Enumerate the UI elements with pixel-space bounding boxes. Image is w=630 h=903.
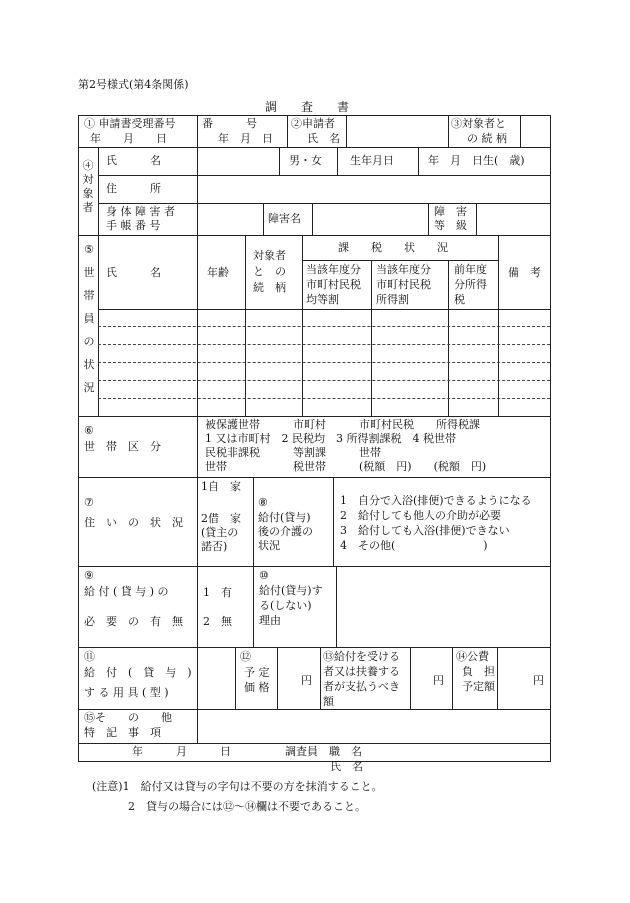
necessity-no-option: 2 無 [203, 615, 232, 628]
self-burden-label-2: 者又は扶養する [323, 665, 400, 678]
handbook-label: 身 体 障 害 者 [106, 205, 175, 218]
care-status-number: ⑧ [258, 496, 268, 509]
note-1: (注意)1 給付又は貸与の字句は不要の方を抹消すること。 [92, 780, 383, 793]
reason-label-2: る(しない) [259, 599, 312, 612]
housing-own-option: 1自 家 [201, 480, 241, 493]
necessity-label-2: 必 要 の 有 無 [84, 615, 183, 628]
care-option-1: 1 自分で入浴(排便)できるようになる [340, 494, 532, 507]
public-burden-label-2: 負 担 [462, 665, 495, 678]
housing-rent-option: 2借 家 [201, 512, 241, 525]
care-option-3: 3 給付しても入浴(排便)できない [340, 524, 510, 537]
tax-status-header: 課 税 状 況 [338, 241, 448, 254]
self-burden-label-4: 額 [323, 695, 334, 708]
handbook-number-label: 手 帳 番 号 [106, 219, 161, 232]
special-notes-label: ⑮そ の 他 [84, 711, 172, 724]
relationship-header-2: と の [253, 265, 286, 278]
age-header: 年齢 [207, 266, 229, 279]
public-burden-yen-unit: 円 [533, 674, 544, 687]
disability-grade-label-2: 等 級 [434, 219, 467, 232]
prev-income-tax-header-3: 税 [454, 293, 465, 306]
disability-name-label: 障害名 [268, 212, 301, 225]
care-status-label-2: 後の介護の [258, 525, 313, 538]
relationship-header: 対象者 [253, 249, 286, 262]
prev-income-tax-header: 前年度 [454, 263, 487, 276]
housing-rent-note-2: 諾否) [201, 540, 228, 553]
care-status-label-3: 状況 [258, 539, 280, 552]
examiner-title-label: 調査員 職 名 [285, 745, 362, 758]
member-name-header: 氏 名 [106, 266, 161, 279]
reason-label: 給付(貸与)す [259, 584, 323, 597]
relationship-header-3: 続 柄 [253, 281, 286, 294]
price-label: 予 定 [244, 666, 270, 679]
necessity-yes-option: 1 有 [203, 586, 232, 599]
category-option-line-4: 世帯 税世帯 (税額 円) (税額 円) [205, 460, 487, 473]
reason-number: ⑩ [259, 569, 269, 582]
equipment-number: ⑪ [84, 650, 95, 663]
sex-label: 男・女 [289, 154, 322, 167]
examiner-name-label: 氏 名 [330, 760, 363, 773]
number-field-label: 番 号 [202, 117, 257, 130]
necessity-number: ⑨ [84, 569, 94, 582]
category-option-line-2: 1 又は市町村 2 民税均 3 所得割課税 4 税世帯 [205, 432, 456, 445]
care-option-4: 4 その他( ) [340, 539, 488, 552]
birthdate-label: 生年月日 [350, 154, 394, 167]
category-option-line-3: 民税非課税 等割課 世帯 [205, 446, 381, 459]
address-label: 住 所 [106, 182, 161, 195]
tax-income-header: 当該年度分 [376, 263, 431, 276]
self-burden-yen-unit: 円 [433, 674, 444, 687]
equipment-label: 給 付 ( 貸 与 ) [84, 666, 192, 679]
remarks-header: 備 考 [508, 266, 541, 279]
target-name-label: 氏 名 [106, 154, 161, 167]
date-field-label: 年 月 日 [218, 132, 273, 145]
target-person-vertical-label: ④対象者 [82, 159, 94, 214]
category-option-line-1: 被保護世帯 市町村 市町村民税 所得税課 [205, 418, 480, 431]
price-yen-unit: 円 [301, 674, 312, 687]
self-burden-label-3: 者が支払うべき [323, 680, 400, 693]
housing-number: ⑦ [84, 496, 94, 509]
disability-grade-label: 障 害 [434, 205, 467, 218]
household-category-label: 世 帯 区 分 [84, 440, 161, 453]
household-category-number: ⑥ [84, 424, 94, 437]
price-number: ⑫ [240, 650, 251, 663]
receipt-date-label: 年 月 日 [90, 132, 167, 145]
housing-label: 住 い の 状 況 [84, 516, 183, 529]
applicant-label: ②申請者 [291, 117, 335, 130]
birthdate-value: 年 月 日生( 歳) [428, 154, 525, 167]
tax-income-header-2: 市町村民税 [376, 278, 431, 291]
care-status-label: 給付(貸与) [258, 511, 311, 524]
applicant-name-label: 氏 名 [307, 132, 340, 145]
reason-label-3: 理由 [259, 614, 281, 627]
housing-rent-note: (貸主の [201, 526, 239, 539]
self-burden-label: ⑬給付を受ける [323, 650, 400, 663]
relationship-label-2: の 続 柄 [467, 132, 507, 145]
equipment-label-2: す る 用 具 ( 型 ) [84, 686, 169, 699]
price-label-2: 価 格 [244, 681, 270, 694]
necessity-label: 給 付 ( 貸 与 ) の [84, 585, 169, 598]
public-burden-label-3: 予定額 [462, 680, 495, 693]
form-number-label: 第2号様式(第4条関係) [78, 78, 189, 91]
tax-income-header-3: 所得割 [376, 293, 409, 306]
receipt-number-label: ① 申請書受理番号 [84, 117, 176, 130]
document-title: 調 査 書 [265, 100, 350, 114]
special-notes-label-2: 特 記 事 項 [84, 726, 161, 739]
tax-per-capita-header-2: 市町村民税 [306, 278, 361, 291]
public-burden-label: ⑭公費 [456, 650, 489, 663]
tax-per-capita-header-3: 均等割 [306, 293, 339, 306]
relationship-label: ③対象者と [451, 117, 506, 130]
prev-income-tax-header-2: 分所得 [454, 278, 487, 291]
care-option-2: 2 給付しても他人の介助が必要 [340, 509, 501, 522]
tax-per-capita-header: 当該年度分 [306, 263, 361, 276]
survey-date-label: 年 月 日 [132, 745, 231, 758]
note-2: 2 貸与の場合には⑫〜⑭欄は不要であること。 [128, 800, 366, 813]
